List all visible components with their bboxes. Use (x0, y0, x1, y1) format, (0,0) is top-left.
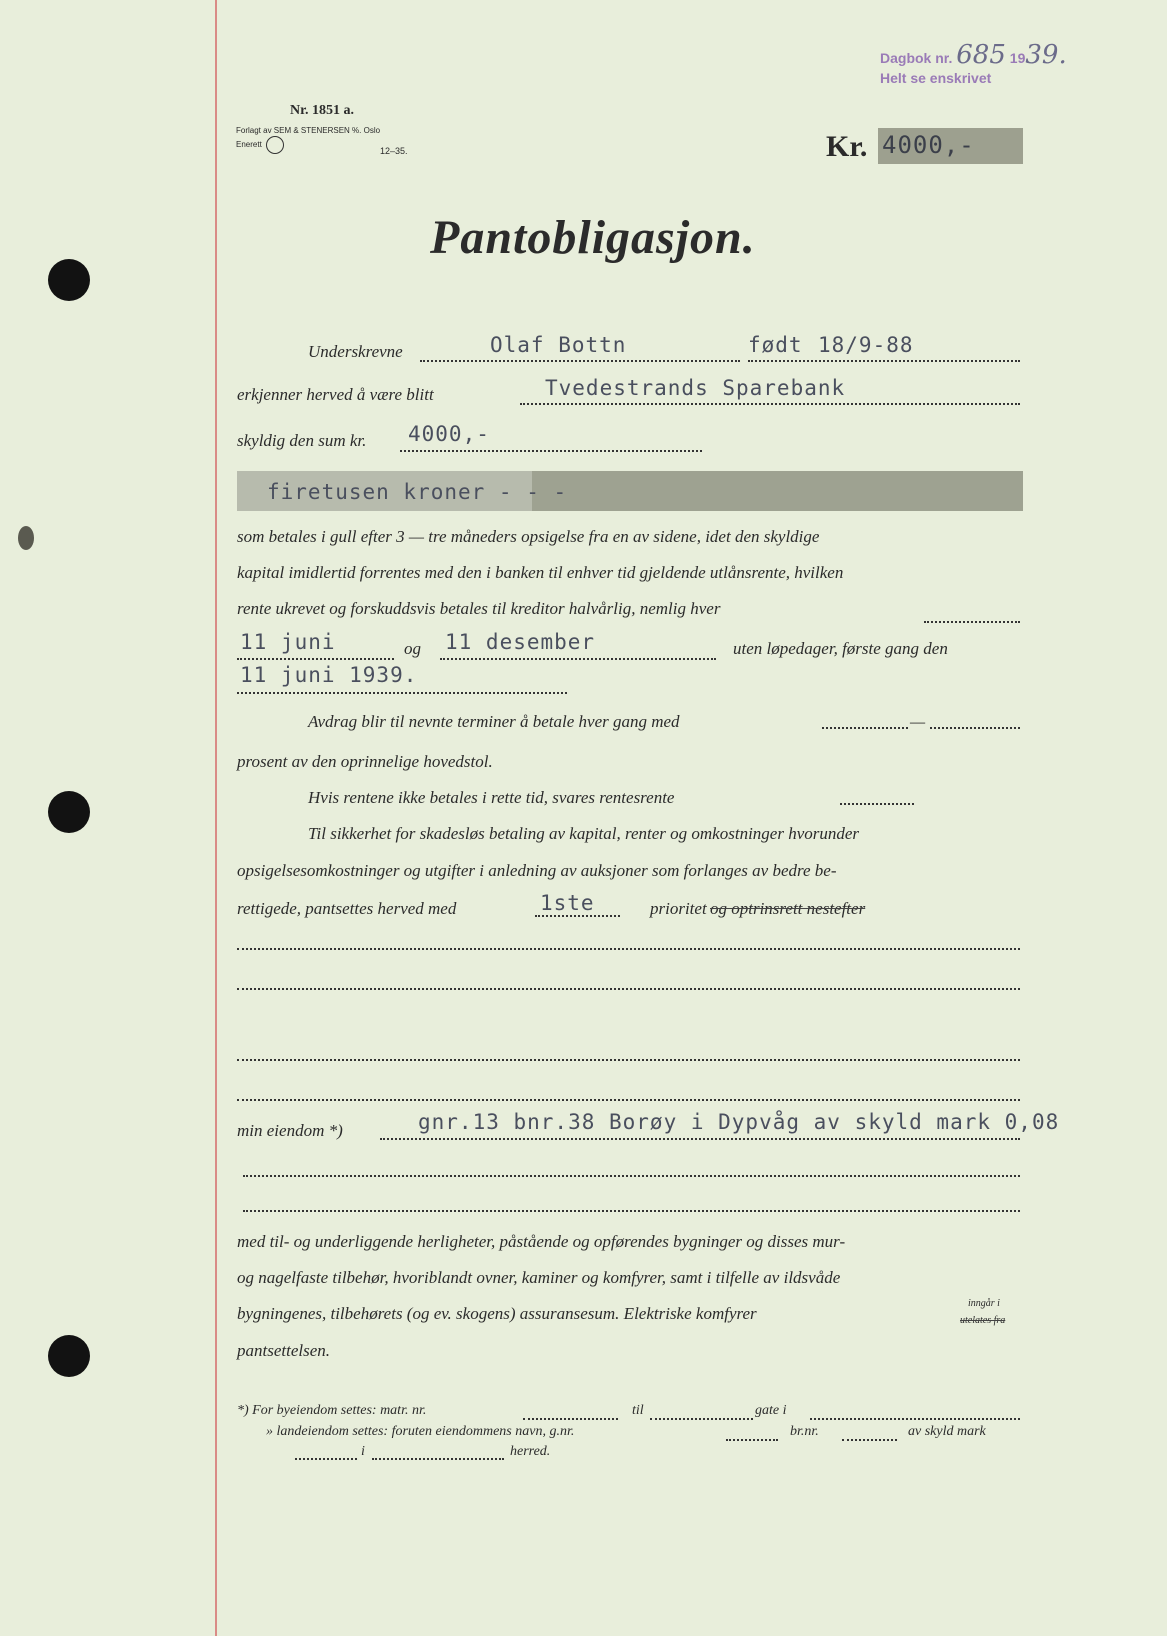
blank-line-3 (237, 1059, 1020, 1061)
property-line-3 (243, 1210, 1020, 1212)
stamp-year-prefix: 19 (1009, 50, 1026, 66)
property-label: min eiendom *) (237, 1121, 343, 1140)
form-number: Nr. 1851 a. (290, 103, 355, 118)
appurtenances-line-2: og nagelfaste tilbehør, hvoriblandt ovner, kaminer og komfyrer, samt i tilfelle av ildsvåde (237, 1268, 841, 1287)
amount-words-band-shade (532, 471, 1023, 511)
undersigned-line (420, 360, 740, 362)
stove-option-excluded: utelates fra (960, 1315, 1006, 1326)
footnote-dots-3b (372, 1458, 504, 1460)
creditor-name: Tvedestrands Sparebank (545, 376, 846, 400)
avdrag-dots-1 (822, 727, 908, 729)
stove-option-included: inngår i (968, 1298, 1000, 1309)
born-line (748, 360, 1020, 362)
security-line-1: Til sikkerhet for skadesløs betaling av kapital, renter og omkostninger hvorunder (308, 824, 860, 843)
footnote-dots-1b (650, 1418, 753, 1420)
footnote-line-2-a: » landeiendom settes: foruten eiendommens navn, g.nr. (266, 1424, 575, 1439)
security-line-3-mid: prioritet (650, 899, 707, 918)
debt-value: 4000,- (408, 422, 490, 446)
priority-line (535, 915, 620, 917)
footnote-line-3-a: i (361, 1444, 365, 1459)
document-title: Pantobligasjon. (430, 211, 756, 264)
appurtenances-line-1: med til- og underliggende herligheter, påstående og opførendes bygninger og disses mur- (237, 1232, 846, 1251)
creditor-line (520, 403, 1020, 405)
appurtenances-line-3: bygningenes, tilbehørets (og ev. skogens) assuransesum. Elektriske komfyrer (237, 1304, 757, 1323)
punch-hole-top (48, 259, 90, 301)
footnote-line-1-c: gate i (755, 1403, 787, 1418)
publisher-info (236, 125, 380, 154)
terms-line-2: kapital imidlertid forrentes med den i banken til enhver tid gjeldende utlånsrente, hvilken (237, 563, 844, 582)
punch-hole-bottom (48, 1335, 90, 1377)
footnote-dots-1c (810, 1418, 1020, 1420)
footnote-line-2-c: av skyld mark (908, 1424, 986, 1439)
footnote-dots-1a (523, 1418, 618, 1420)
paper-notch (18, 526, 34, 550)
footnote-dots-2b (842, 1439, 897, 1441)
debt-line (400, 450, 702, 452)
blank-line-2 (237, 988, 1020, 990)
terms-line-3: rente ukrevet og forskuddsvis betales til kreditor halvårlig, nemlig hver (237, 599, 721, 618)
avdrag-line-2: prosent av den oprinnelige hovedstol. (237, 752, 493, 771)
margin-rule (215, 0, 217, 1636)
property-line (380, 1138, 1020, 1140)
payment-date-1: 11 juni (240, 630, 336, 654)
first-payment-date: 11 juni 1939. (240, 663, 418, 687)
publisher-line: Forlagt av SEM & STENERSEN %. Oslo (236, 126, 381, 135)
terms-line-1: som betales i gull efter 3 — tre måneders opsigelse fra en av sidene, idet den skyldige (237, 527, 820, 546)
appurtenances-line-4: pantsettelsen. (237, 1341, 331, 1360)
stamp-year-suffix: 39. (1025, 40, 1067, 70)
publisher-rights: Enerett (236, 140, 262, 150)
property-value: gnr.13 bnr.38 Borøy i Dypvåg av skyld mark 0,08 (418, 1110, 1060, 1134)
amount-label: Kr. (826, 130, 868, 163)
stamp-dagbok-label: Dagbok nr. (880, 50, 953, 66)
publisher-seal-icon (266, 136, 284, 154)
appurtenances-paragraph (237, 1224, 1023, 1296)
publisher-date: 12–35. (380, 146, 408, 156)
registry-stamp (880, 40, 1067, 88)
footnote-line-1-a: *) For byeiendom settes: matr. nr. (237, 1403, 427, 1418)
terms-line-3-dots (924, 621, 1020, 623)
footnote-dots-2a (726, 1439, 778, 1441)
first-payment-line (237, 692, 567, 694)
debt-label: skyldig den sum kr. (237, 431, 367, 450)
footnote-dots-3a (295, 1458, 357, 1460)
creditor-label: erkjenner herved å være blitt (237, 385, 434, 404)
footnote-line-2-b: br.nr. (790, 1424, 819, 1439)
footnote-line-1-b: til (632, 1403, 644, 1418)
priority-value: 1ste (540, 891, 595, 915)
footnote-line-3-b: herred. (510, 1444, 551, 1459)
avdrag-line-1: Avdrag blir til nevnte terminer å betale hver gang med (308, 712, 680, 731)
terms-og: og (404, 639, 421, 658)
terms-line-4-tail: uten løpedager, første gang den (733, 639, 948, 658)
blank-line-4 (237, 1099, 1020, 1101)
stamp-dagbok-number: 685 (956, 40, 1006, 70)
born-prefix: født (748, 333, 803, 357)
debt-words: firetusen kroner - - - (267, 480, 568, 504)
undersigned-name: Olaf Bottn (490, 333, 627, 357)
born-date: 18/9-88 (818, 333, 914, 357)
blank-line-1 (237, 948, 1020, 950)
avdrag-dash: — (910, 712, 926, 731)
security-line-3-struck: og optrinsrett nestefter (710, 899, 866, 918)
terms-paragraph (237, 519, 1023, 627)
payment-date-1-line (237, 658, 394, 660)
undersigned-label: Underskrevne (308, 342, 403, 361)
avdrag-dots-2 (930, 727, 1020, 729)
rente-line: Hvis rentene ikke betales i rette tid, svares rentesrente (308, 788, 675, 807)
rente-dots (840, 803, 914, 805)
security-line-2: opsigelsesomkostninger og utgifter i anledning av auksjoner som forlanges av bedre be- (237, 861, 837, 880)
payment-date-2: 11 desember (445, 630, 596, 654)
property-line-2 (243, 1175, 1020, 1177)
security-line-3-start: rettigede, pantsettes herved med (237, 899, 457, 918)
amount-value: 4000,- (882, 131, 975, 159)
stamp-status: Helt se enskrivet (880, 70, 992, 86)
punch-hole-middle (48, 791, 90, 833)
payment-date-2-line (440, 658, 716, 660)
